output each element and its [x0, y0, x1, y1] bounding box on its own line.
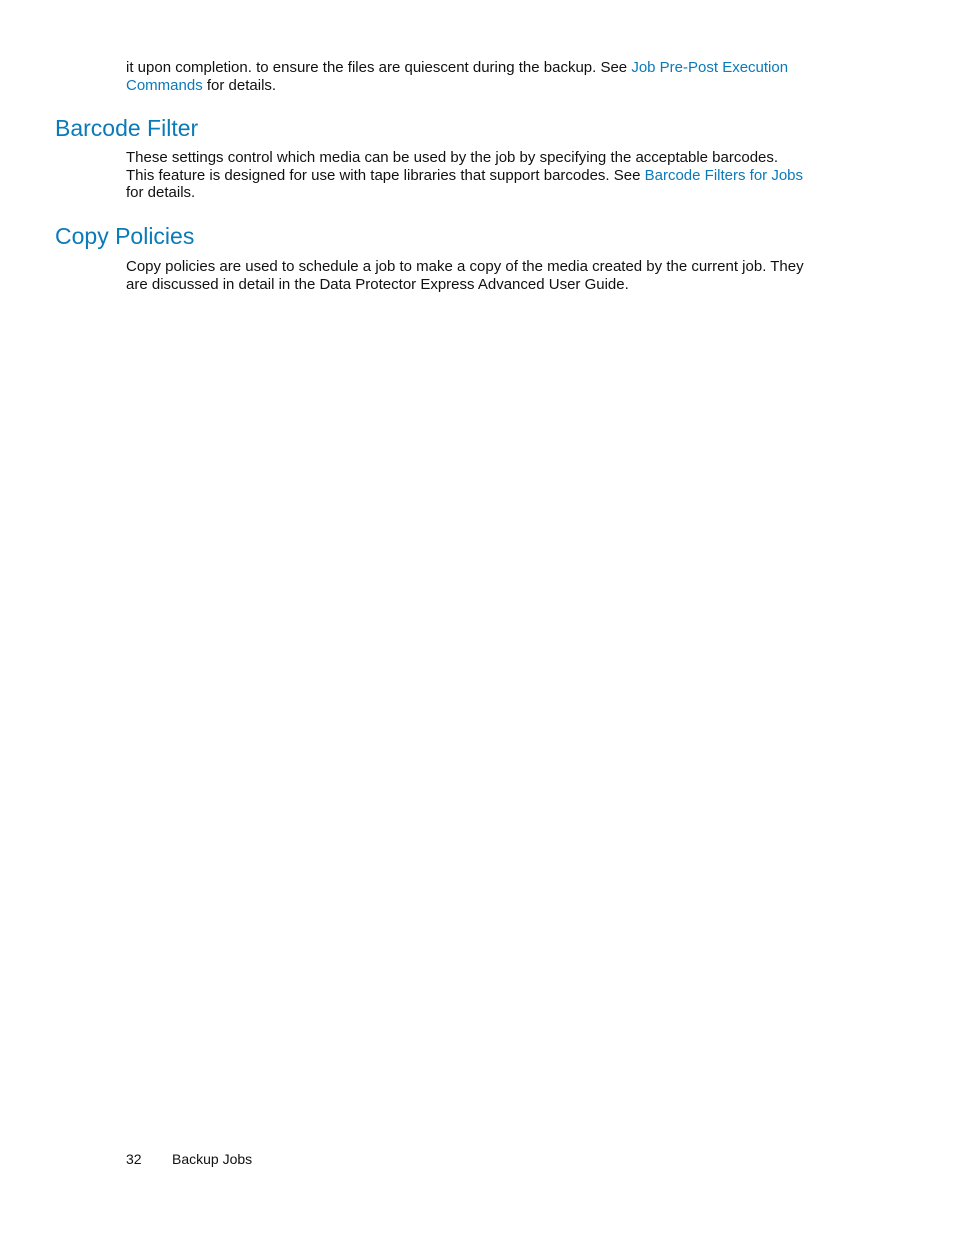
intro-paragraph — [126, 59, 826, 94]
intro-text-before: it upon completion. to ensure the files are quiescent during the backup. See — [126, 59, 632, 76]
barcode-filter-text-after: for details. — [126, 184, 196, 201]
footer-section-title: Backup Jobs — [172, 1151, 253, 1167]
copy-policies-paragraph: Copy policies are used to schedule a job to make a copy of the media created by the current job. They are discussed in detail in the Data Protector Express Advanced User Guide. — [126, 258, 804, 293]
barcode-filter-line1: These settings control which media can be used by the job by specifying the acceptable barcodes. — [126, 149, 779, 166]
copy-policies-heading: Copy Policies — [55, 223, 195, 249]
intro-text-after: for details. — [202, 76, 277, 94]
job-pre-post-execution-commands-link[interactable]: Job Pre-Post Execution Commands — [126, 59, 789, 94]
barcode-filter-text-before: This feature is designed for use with tape libraries that support barcodes. See — [126, 166, 645, 184]
barcode-filter-heading: Barcode Filter — [55, 115, 199, 141]
barcode-filters-for-jobs-link[interactable]: Barcode Filters for Jobs — [644, 166, 804, 184]
page-number: 32 — [126, 1151, 142, 1167]
barcode-filter-paragraph — [126, 149, 826, 202]
